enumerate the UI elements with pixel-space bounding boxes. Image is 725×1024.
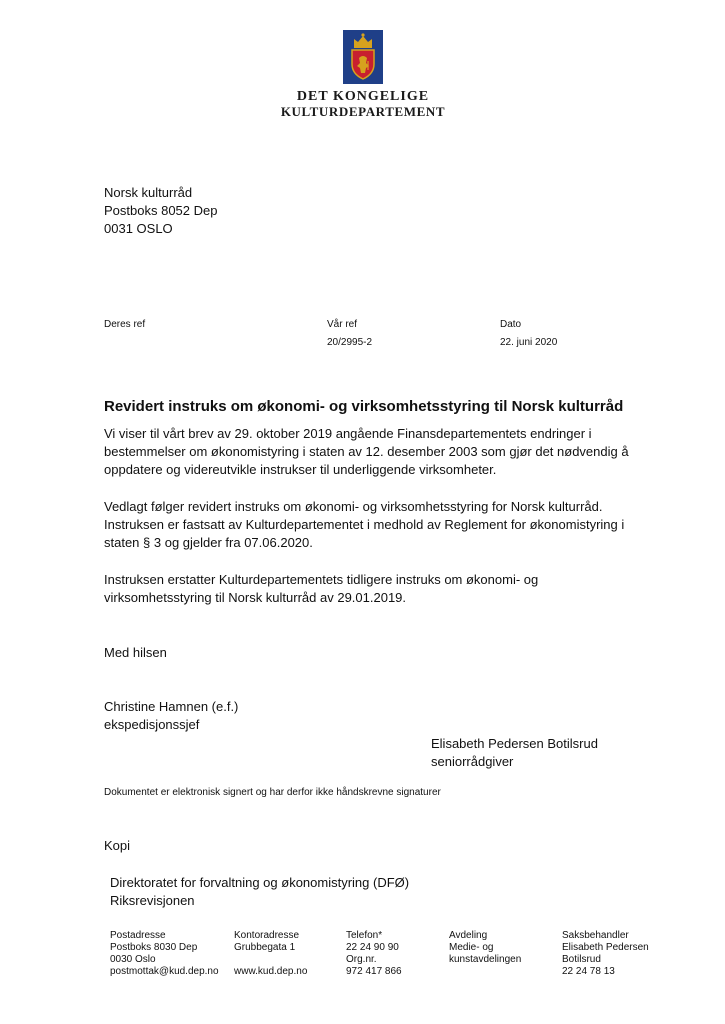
signer-2-name: Elisabeth Pedersen Botilsrud xyxy=(431,736,598,751)
footer-department xyxy=(449,930,521,978)
date-label: Dato xyxy=(500,319,522,330)
footer-text: Elisabeth Pedersen xyxy=(562,942,649,953)
body-line: oppdatere og videreutvikle instrukser til underliggende virksomheter. xyxy=(104,462,497,477)
norwegian-coat-of-arms-icon xyxy=(343,30,383,84)
footer-office-address xyxy=(234,930,307,978)
copy-recipient: Riksrevisjonen xyxy=(110,893,195,908)
body-line: virksomhetsstyring til Norsk kulturråd av 29.01.2019. xyxy=(104,590,407,605)
date-value: 22. juni 2020 xyxy=(500,337,558,348)
body-paragraph-1 xyxy=(104,425,664,479)
closing-greeting: Med hilsen xyxy=(104,645,167,660)
body-line: Vi viser til vårt brev av 29. oktober 2019 angående Finansdepartementets endringer i xyxy=(104,426,592,441)
signature-note: Dokumentet er elektronisk signert og har derfor ikke håndskrevne signaturer xyxy=(104,787,441,798)
signer-1 xyxy=(104,698,404,734)
footer-text: Medie- og xyxy=(449,942,494,953)
footer-heading: Avdeling xyxy=(449,930,488,941)
footer-heading: Telefon* xyxy=(346,930,383,941)
footer-heading: Saksbehandler xyxy=(562,930,629,941)
logo-text-line2: KULTURDEPARTEMENT xyxy=(280,104,446,119)
letter-subject: Revidert instruks om økonomi- og virksomhetsstyring til Norsk kulturråd xyxy=(104,398,624,415)
footer-text: Org.nr. xyxy=(346,954,377,965)
footer-text: Postboks 8030 Dep xyxy=(110,942,198,953)
footer-text xyxy=(449,966,521,978)
footer-text: 22 24 90 90 xyxy=(346,942,399,953)
footer-website: www.kud.dep.no xyxy=(234,966,308,977)
body-paragraph-2 xyxy=(104,498,664,552)
recipient-name: Norsk kulturråd xyxy=(104,185,193,200)
body-line: Instruksen erstatter Kulturdepartementets tidligere instruks om økonomi- og xyxy=(104,572,539,587)
footer-postal-address xyxy=(110,930,219,978)
body-line: Instruksen er fastsatt av Kulturdepartementet i medhold av Reglement for økonomistyring i xyxy=(104,517,625,532)
footer-text: 22 24 78 13 xyxy=(562,966,615,977)
our-ref-label: Vår ref xyxy=(327,319,358,330)
footer-text: 0030 Oslo xyxy=(110,954,156,965)
body-line: staten § 3 og gjelder fra 07.06.2020. xyxy=(104,535,313,550)
signer-1-title: ekspedisjonssjef xyxy=(104,717,200,732)
footer-case-officer xyxy=(562,930,649,978)
footer-text: kunstavdelingen xyxy=(449,954,522,965)
footer-email: postmottak@kud.dep.no xyxy=(110,966,219,977)
copy-recipient: Direktoratet for forvaltning og økonomistyring (DFØ) xyxy=(110,875,410,890)
footer-text xyxy=(234,954,307,966)
footer-heading: Postadresse xyxy=(110,930,166,941)
logo-text-line1: DET KONGELIGE xyxy=(296,89,430,104)
our-ref-value: 20/2995-2 xyxy=(327,337,373,348)
copy-recipients xyxy=(110,874,670,910)
recipient-address xyxy=(104,184,217,238)
their-ref-label: Deres ref xyxy=(104,319,146,330)
recipient-postbox: Postboks 8052 Dep xyxy=(104,203,218,218)
body-line: bestemmelser om økonomistyring i staten av 12. desember 2003 som gjør det nødvendig å xyxy=(104,444,629,459)
copy-heading: Kopi xyxy=(104,838,131,853)
body-paragraph-3 xyxy=(104,571,664,607)
footer-text: Grubbegata 1 xyxy=(234,942,296,953)
body-line: Vedlagt følger revidert instruks om økonomi- og virksomhetsstyring for Norsk kulturråd. xyxy=(104,499,603,514)
footer-heading: Kontoradresse xyxy=(234,930,300,941)
footer-phone xyxy=(346,930,402,978)
signer-2-title: seniorrådgiver xyxy=(431,754,514,769)
signer-1-name: Christine Hamnen (e.f.) xyxy=(104,699,239,714)
signer-2 xyxy=(431,735,691,771)
footer-text: Botilsrud xyxy=(562,954,601,965)
ministry-logo xyxy=(268,30,458,126)
footer-text: 972 417 866 xyxy=(346,966,402,977)
recipient-city: 0031 OSLO xyxy=(104,221,173,236)
